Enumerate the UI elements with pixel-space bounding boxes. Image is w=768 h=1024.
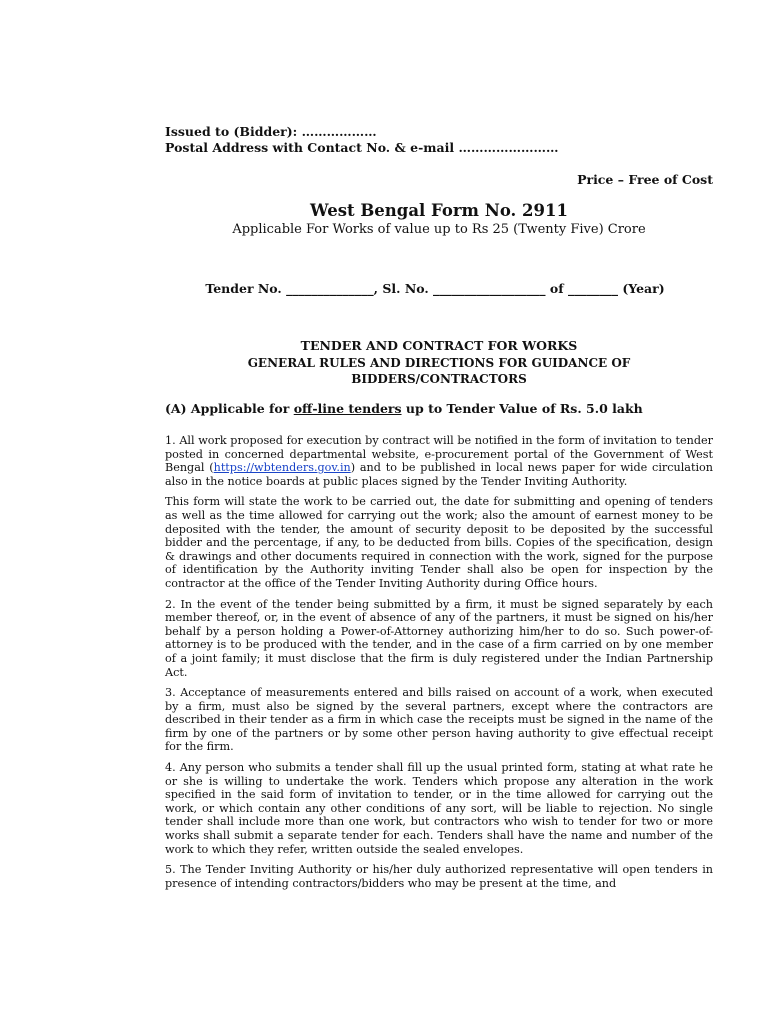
form-subtitle: Applicable For Works of value up to Rs 25 (Twenty Five) Crore xyxy=(232,222,646,237)
wbtenders-link[interactable]: https://wbtenders.gov.in xyxy=(213,461,351,475)
section-a-heading xyxy=(165,401,713,416)
main-heading: TENDER AND CONTRACT FOR WORKS xyxy=(300,338,578,353)
postal-address-line: Postal Address with Contact No. & e-mail …………………… xyxy=(165,140,559,155)
section-a-underlined: off-line tenders xyxy=(293,401,402,416)
paragraph-1-text-after: ) and to be published in local news paper for wide circulation also in the notice boards at public places signed by the Tender Inviting Authority. xyxy=(165,461,713,488)
paragraph-1b: This form will state the work to be carried out, the date for submitting and opening of tenders as well as the time allowed for carrying out the work; also the amount of earnest money to be deposited with the tender, the amount of security deposit to be deposited by the successful bidder and the percentage, if any, to be deducted from bills. Copies of the specification, design & drawings and other documents required in connection with the work, signed for the purpose of identification by the Authority inviting Tender shall also be open for inspection by the contractor at the office of the Tender Inviting Authority during Office hours. xyxy=(165,495,713,590)
paragraph-1 xyxy=(165,434,713,488)
issued-to-line: Issued to (Bidder): ……………… xyxy=(165,124,377,139)
paragraph-5: 5. The Tender Inviting Authority or his/her duly authorized representative will open tenders in presence of intending contractors/bidders who may be present at the time, and xyxy=(165,863,713,890)
price-label: Price – Free of Cost xyxy=(577,172,713,187)
paragraph-1-text-before: 1. All work proposed for execution by contract will be notified in the form of invitation to tender posted in concerned departmental website, e-procurement portal of the Government of West Bengal ( xyxy=(165,434,713,475)
paragraph-3: 3. Acceptance of measurements entered and bills raised on account of a work, when executed by a firm, must also be signed by the several partners, except where the contractors are described in their tender as a firm in which case the receipts must be signed in the name of the firm by one of the partners or by some other person having authority to give effectual receipt for the firm. xyxy=(165,686,713,754)
document-content xyxy=(165,124,713,897)
form-title: West Bengal Form No. 2911 xyxy=(310,201,568,220)
rules-body xyxy=(165,434,713,890)
paragraph-2: 2. In the event of the tender being submitted by a firm, it must be signed separately by each member thereof, or, in the event of absence of any of the partners, it must be signed on his/her behalf by a person holding a Power-of-Attorney authorizing him/her to do so. Such power-of-attorney is to be produced with the tender, and in the case of a firm carried on by one member of a joint family; it must disclose that the firm is duly registered under the Indian Partnership Act. xyxy=(165,597,713,679)
section-a-prefix: (A) Applicable for xyxy=(165,401,294,416)
tender-number-line: Tender No. ______________, Sl. No. __________________ of ________ (Year) xyxy=(205,281,665,296)
paragraph-4: 4. Any person who submits a tender shall fill up the usual printed form, stating at what rate he or she is willing to undertake the work. Tenders which propose any alteration in the work specified in the said form of invitation to tender, or in the time allowed for carrying out the work, or which contain any other conditions of any sort, will be liable to rejection. No single tender shall include more than one work, but contractors who wish to tender for two or more works shall submit a separate tender for each. Tenders shall have the name and number of the work to which they refer, written outside the sealed envelopes. xyxy=(165,761,713,856)
section-a-suffix: up to Tender Value of Rs. 5.0 lakh xyxy=(401,401,643,416)
sub-heading: GENERAL RULES AND DIRECTIONS FOR GUIDANCE OF BIDDERS/CONTRACTORS xyxy=(247,356,631,386)
